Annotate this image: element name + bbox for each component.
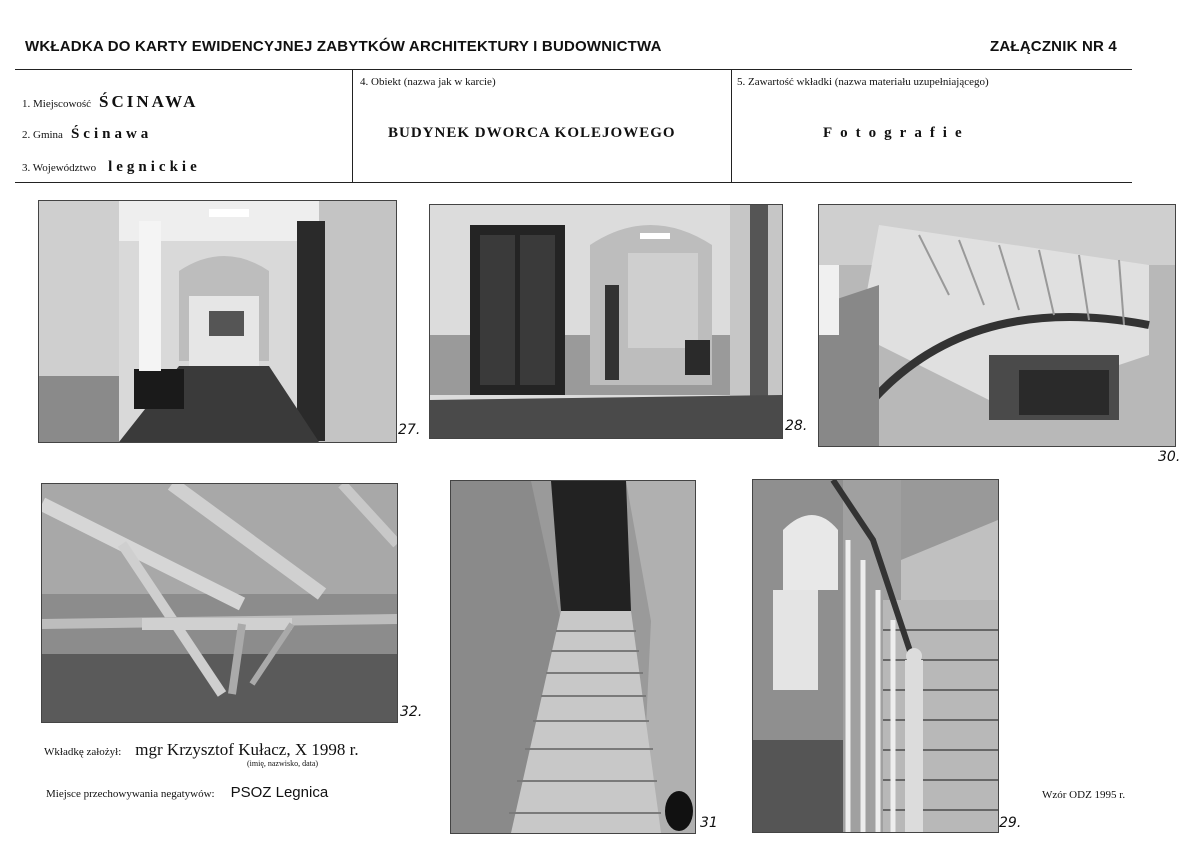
table-divider-1 (352, 69, 353, 182)
photo-32-number: 32. (400, 704, 423, 720)
photo-27-number: 27. (398, 422, 421, 438)
photo-29-number: 29. (999, 815, 1022, 831)
photo-28-number: 28. (785, 418, 808, 434)
voivodeship-label: 3. Województwo (22, 162, 97, 174)
template-note: Wzór ODZ 1995 r. (1042, 789, 1126, 801)
voivodeship-row (22, 158, 201, 176)
content-label: 5. Zawartość wkładki (nazwa materiału uzupełniającego) (737, 76, 989, 88)
attachment-number: ZAŁĄCZNIK NR 4 (990, 38, 1117, 55)
table-divider-2 (731, 69, 732, 182)
negatives-row (46, 784, 328, 802)
document-title: WKŁADKA DO KARTY EWIDENCYJNEJ ZABYTKÓW ARCHITEKTURY I BUDOWNICTWA (25, 38, 662, 55)
locality-row (22, 92, 198, 112)
voivodeship-value: legnickie (108, 159, 201, 175)
photo-28-hall (429, 204, 783, 439)
locality-value: ŚCINAWA (99, 92, 199, 111)
negatives-label: Miejsce przechowywania negatywów: (46, 788, 215, 800)
negatives-value: PSOZ Legnica (230, 784, 329, 801)
photo-31-number: 31 (700, 815, 718, 831)
object-value: BUDYNEK DWORCA KOLEJOWEGO (388, 125, 676, 141)
photo-30-stairwell (818, 204, 1176, 447)
commune-value: Ścinawa (70, 126, 153, 142)
commune-row (22, 125, 152, 143)
author-label: Wkładkę założył: (44, 746, 122, 758)
photo-30-number: 30. (1158, 449, 1181, 465)
author-hint: (imię, nazwisko, data) (247, 759, 319, 768)
author-value: mgr Krzysztof Kułacz, X 1998 r. (135, 740, 359, 759)
locality-label: 1. Miejscowość (22, 98, 92, 110)
photo-27-corridor (38, 200, 397, 443)
table-bottom-border (15, 182, 1132, 183)
content-value: Fotografie (823, 125, 970, 141)
author-row (44, 740, 359, 760)
object-label: 4. Obiekt (nazwa jak w karcie) (360, 76, 496, 88)
commune-label: 2. Gmina (22, 129, 63, 141)
photo-31-narrow-stairs (450, 480, 696, 834)
photo-29-staircase (752, 479, 999, 833)
table-top-border (15, 69, 1132, 70)
photo-32-attic (41, 483, 398, 723)
